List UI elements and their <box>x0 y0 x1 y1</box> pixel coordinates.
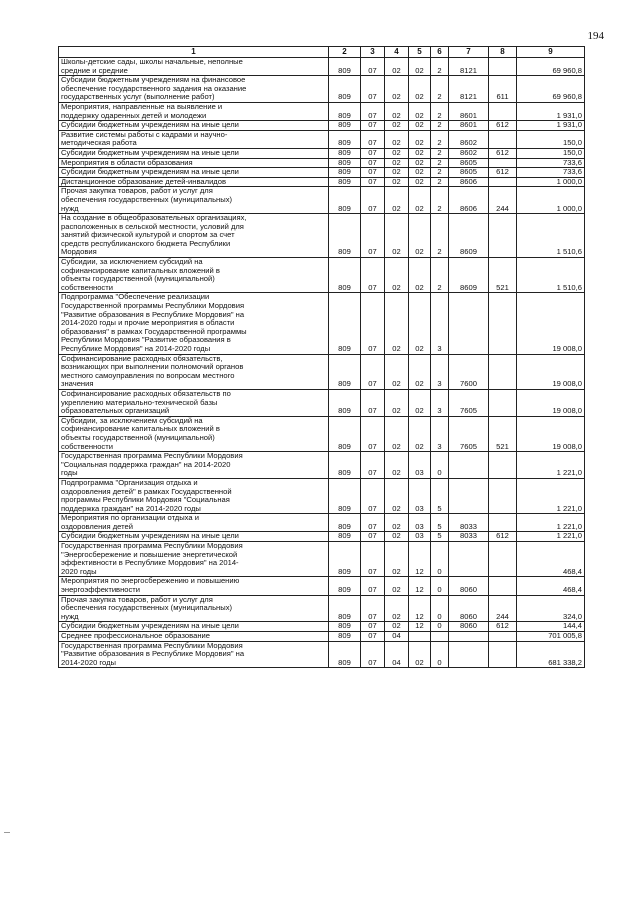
expense-type-cell: 244 <box>489 187 517 214</box>
target-code-cell: 7605 <box>449 416 489 451</box>
section-code-cell: 07 <box>361 532 385 542</box>
amount-cell: 733,6 <box>517 168 585 178</box>
expense-type-cell <box>489 542 517 577</box>
subsection-code-cell: 02 <box>385 130 409 148</box>
table-row <box>59 293 585 354</box>
amount-cell: 468,4 <box>517 577 585 595</box>
section-code-cell: 07 <box>361 214 385 258</box>
amount-cell: 1 000,0 <box>517 187 585 214</box>
section-code-cell: 07 <box>361 130 385 148</box>
subprogram-code-cell: 2 <box>431 76 449 103</box>
section-code-cell: 07 <box>361 595 385 622</box>
subsection-code-cell: 02 <box>385 478 409 513</box>
row-name-cell: Развитие системы работы с кадрами и научно- методическая работа <box>59 130 329 148</box>
expense-type-cell <box>489 452 517 479</box>
subsection-code-cell: 02 <box>385 168 409 178</box>
ministry-code-cell: 809 <box>329 641 361 668</box>
subprogram-code-cell: 5 <box>431 478 449 513</box>
expense-type-cell <box>489 102 517 120</box>
amount-cell: 1 221,0 <box>517 452 585 479</box>
ministry-code-cell: 809 <box>329 102 361 120</box>
program-code-cell: 12 <box>409 595 431 622</box>
section-code-cell: 07 <box>361 102 385 120</box>
row-name-cell: Дистанционное образование детей-инвалидов <box>59 177 329 187</box>
target-code-cell: 8033 <box>449 514 489 532</box>
subsection-code-cell: 02 <box>385 595 409 622</box>
target-code-cell: 8121 <box>449 58 489 76</box>
column-header: 4 <box>385 47 409 58</box>
section-code-cell: 07 <box>361 354 385 389</box>
subprogram-code-cell: 2 <box>431 214 449 258</box>
table-row <box>59 389 585 416</box>
amount-cell: 69 960,8 <box>517 76 585 103</box>
subprogram-code-cell: 2 <box>431 177 449 187</box>
subprogram-code-cell: 3 <box>431 293 449 354</box>
ministry-code-cell: 809 <box>329 452 361 479</box>
amount-cell: 19 008,0 <box>517 293 585 354</box>
amount-cell: 69 960,8 <box>517 58 585 76</box>
subprogram-code-cell: 2 <box>431 168 449 178</box>
program-code-cell: 02 <box>409 148 431 158</box>
subsection-code-cell: 02 <box>385 532 409 542</box>
row-name-cell: Субсидии, за исключением субсидий на софинансирование капитальных вложений в объекты государственной (муниципальной) собственности <box>59 416 329 451</box>
ministry-code-cell: 809 <box>329 168 361 178</box>
table-row <box>59 595 585 622</box>
table-row <box>59 641 585 668</box>
section-code-cell: 07 <box>361 177 385 187</box>
target-code-cell: 8609 <box>449 258 489 293</box>
subsection-code-cell: 02 <box>385 389 409 416</box>
table-row <box>59 478 585 513</box>
subsection-code-cell: 02 <box>385 76 409 103</box>
target-code-cell: 8602 <box>449 148 489 158</box>
program-code-cell: 02 <box>409 76 431 103</box>
table-row <box>59 632 585 642</box>
table-row <box>59 214 585 258</box>
program-code-cell: 03 <box>409 478 431 513</box>
program-code-cell: 02 <box>409 158 431 168</box>
target-code-cell: 8060 <box>449 595 489 622</box>
amount-cell: 144,4 <box>517 622 585 632</box>
subprogram-code-cell: 0 <box>431 622 449 632</box>
row-name-cell: Субсидии, за исключением субсидий на софинансирование капитальных вложений в объекты государственной (муниципальной) собственности <box>59 258 329 293</box>
table-row <box>59 452 585 479</box>
program-code-cell: 02 <box>409 389 431 416</box>
row-name-cell: Мероприятия по организации отдыха и оздоровления детей <box>59 514 329 532</box>
row-name-cell: Школы-детские сады, школы начальные, неполные средние и средние <box>59 58 329 76</box>
column-header: 1 <box>59 47 329 58</box>
program-code-cell: 02 <box>409 187 431 214</box>
program-code-cell: 12 <box>409 577 431 595</box>
row-name-cell: Государственная программа Республики Мордовия "Энергосбережение и повышение энергетической эффективности в Республике Мордовия" на 2014- 2020 годы <box>59 542 329 577</box>
table-body <box>59 58 585 668</box>
subprogram-code-cell: 5 <box>431 514 449 532</box>
subsection-code-cell: 04 <box>385 641 409 668</box>
section-code-cell: 07 <box>361 58 385 76</box>
column-header: 8 <box>489 47 517 58</box>
subprogram-code-cell: 2 <box>431 58 449 76</box>
amount-cell: 733,6 <box>517 158 585 168</box>
row-name-cell: Субсидии бюджетным учреждениям на финансовое обеспечение государственного задания на оказание государственных услуг (выполнение работ) <box>59 76 329 103</box>
amount-cell: 19 008,0 <box>517 354 585 389</box>
target-code-cell <box>449 632 489 642</box>
ministry-code-cell: 809 <box>329 258 361 293</box>
section-code-cell: 07 <box>361 168 385 178</box>
amount-cell: 1 510,6 <box>517 258 585 293</box>
subprogram-code-cell: 2 <box>431 258 449 293</box>
ministry-code-cell: 809 <box>329 76 361 103</box>
section-code-cell: 07 <box>361 641 385 668</box>
target-code-cell: 8060 <box>449 577 489 595</box>
table-row <box>59 514 585 532</box>
subsection-code-cell: 02 <box>385 214 409 258</box>
target-code-cell <box>449 452 489 479</box>
subprogram-code-cell: 0 <box>431 577 449 595</box>
amount-cell: 1 931,0 <box>517 102 585 120</box>
expense-type-cell <box>489 641 517 668</box>
ministry-code-cell: 809 <box>329 158 361 168</box>
ministry-code-cell: 809 <box>329 632 361 642</box>
ministry-code-cell: 809 <box>329 121 361 131</box>
amount-cell: 1 510,6 <box>517 214 585 258</box>
target-code-cell <box>449 293 489 354</box>
target-code-cell: 8605 <box>449 168 489 178</box>
column-header: 6 <box>431 47 449 58</box>
row-name-cell: Субсидии бюджетным учреждениям на иные цели <box>59 622 329 632</box>
subsection-code-cell: 02 <box>385 148 409 158</box>
row-name-cell: Прочая закупка товаров, работ и услуг для обеспечения государственных (муниципальных) нужд <box>59 187 329 214</box>
target-code-cell <box>449 542 489 577</box>
amount-cell: 150,0 <box>517 130 585 148</box>
target-code-cell: 8121 <box>449 76 489 103</box>
section-code-cell: 07 <box>361 542 385 577</box>
table-row <box>59 102 585 120</box>
amount-cell: 701 005,8 <box>517 632 585 642</box>
subprogram-code-cell: 5 <box>431 532 449 542</box>
ministry-code-cell: 809 <box>329 542 361 577</box>
subprogram-code-cell <box>431 632 449 642</box>
target-code-cell: 8602 <box>449 130 489 148</box>
expense-type-cell: 611 <box>489 76 517 103</box>
section-code-cell: 07 <box>361 514 385 532</box>
subsection-code-cell: 02 <box>385 102 409 120</box>
section-code-cell: 07 <box>361 293 385 354</box>
ministry-code-cell: 809 <box>329 148 361 158</box>
table-row <box>59 187 585 214</box>
table-row <box>59 76 585 103</box>
subprogram-code-cell: 2 <box>431 121 449 131</box>
program-code-cell: 03 <box>409 514 431 532</box>
section-code-cell: 07 <box>361 148 385 158</box>
target-code-cell: 8033 <box>449 532 489 542</box>
expense-type-cell <box>489 389 517 416</box>
table-row <box>59 168 585 178</box>
target-code-cell <box>449 478 489 513</box>
amount-cell: 1 000,0 <box>517 177 585 187</box>
subprogram-code-cell: 2 <box>431 187 449 214</box>
column-header: 2 <box>329 47 361 58</box>
ministry-code-cell: 809 <box>329 177 361 187</box>
subprogram-code-cell: 2 <box>431 148 449 158</box>
subprogram-code-cell: 3 <box>431 389 449 416</box>
program-code-cell: 02 <box>409 168 431 178</box>
subprogram-code-cell: 2 <box>431 158 449 168</box>
ministry-code-cell: 809 <box>329 532 361 542</box>
section-code-cell: 07 <box>361 452 385 479</box>
ministry-code-cell: 809 <box>329 416 361 451</box>
expense-type-cell <box>489 514 517 532</box>
program-code-cell: 12 <box>409 622 431 632</box>
amount-cell: 1 931,0 <box>517 121 585 131</box>
amount-cell: 150,0 <box>517 148 585 158</box>
expense-type-cell: 612 <box>489 121 517 131</box>
expense-type-cell <box>489 478 517 513</box>
ministry-code-cell: 809 <box>329 389 361 416</box>
program-code-cell: 03 <box>409 452 431 479</box>
program-code-cell: 02 <box>409 58 431 76</box>
column-header: 5 <box>409 47 431 58</box>
table-row <box>59 121 585 131</box>
row-name-cell: На создание в общеобразовательных организациях, расположенных в сельской местности, условий для занятий физической культурой и спортом за счет средств республиканского бюджета Республики Мордовия <box>59 214 329 258</box>
row-name-cell: Подпрограмма "Обеспечение реализации Государственной программы Республики Мордовия "Развитие образования в Республике Мордовия" на 2014-2020 годы и прочие мероприятия в области образования" в рамках Государственной программы Республики Мордовия "Развитие образования в Республике Мордовия" на 2014-2020 годы <box>59 293 329 354</box>
target-code-cell: 8601 <box>449 102 489 120</box>
target-code-cell: 8606 <box>449 187 489 214</box>
program-code-cell: 12 <box>409 542 431 577</box>
row-name-cell: Мероприятия в области образования <box>59 158 329 168</box>
ministry-code-cell: 809 <box>329 595 361 622</box>
program-code-cell: 02 <box>409 214 431 258</box>
subprogram-code-cell: 3 <box>431 416 449 451</box>
row-name-cell: Субсидии бюджетным учреждениям на иные цели <box>59 148 329 158</box>
program-code-cell: 02 <box>409 177 431 187</box>
amount-cell: 1 221,0 <box>517 514 585 532</box>
amount-cell: 1 221,0 <box>517 478 585 513</box>
subsection-code-cell: 02 <box>385 58 409 76</box>
table-row <box>59 258 585 293</box>
subsection-code-cell: 04 <box>385 632 409 642</box>
subsection-code-cell: 02 <box>385 187 409 214</box>
target-code-cell: 7600 <box>449 354 489 389</box>
column-header: 9 <box>517 47 585 58</box>
amount-cell: 681 338,2 <box>517 641 585 668</box>
program-code-cell: 03 <box>409 532 431 542</box>
row-name-cell: Государственная программа Республики Мордовия "Социальная поддержка граждан" на 2014-2020 годы <box>59 452 329 479</box>
table-row <box>59 542 585 577</box>
subprogram-code-cell: 3 <box>431 354 449 389</box>
subprogram-code-cell: 2 <box>431 102 449 120</box>
subprogram-code-cell: 0 <box>431 595 449 622</box>
expense-type-cell <box>489 632 517 642</box>
subsection-code-cell: 02 <box>385 542 409 577</box>
program-code-cell: 02 <box>409 354 431 389</box>
row-name-cell: Софинансирование расходных обязательств, возникающих при выполнении полномочий органов местного самоуправления по вопросам местного значения <box>59 354 329 389</box>
program-code-cell: 02 <box>409 121 431 131</box>
expense-type-cell <box>489 130 517 148</box>
amount-cell: 324,0 <box>517 595 585 622</box>
expense-type-cell: 612 <box>489 148 517 158</box>
subsection-code-cell: 02 <box>385 577 409 595</box>
subsection-code-cell: 02 <box>385 622 409 632</box>
row-name-cell: Софинансирование расходных обязательств по укреплению материально-технической базы образовательных организаций <box>59 389 329 416</box>
section-code-cell: 07 <box>361 121 385 131</box>
subsection-code-cell: 02 <box>385 416 409 451</box>
table-row <box>59 130 585 148</box>
amount-cell: 1 221,0 <box>517 532 585 542</box>
ministry-code-cell: 809 <box>329 293 361 354</box>
section-code-cell: 07 <box>361 389 385 416</box>
ministry-code-cell: 809 <box>329 130 361 148</box>
expense-type-cell <box>489 293 517 354</box>
section-code-cell: 07 <box>361 577 385 595</box>
subsection-code-cell: 02 <box>385 354 409 389</box>
table-row <box>59 148 585 158</box>
ministry-code-cell: 809 <box>329 622 361 632</box>
target-code-cell: 7605 <box>449 389 489 416</box>
target-code-cell <box>449 641 489 668</box>
program-code-cell: 02 <box>409 416 431 451</box>
expense-type-cell: 244 <box>489 595 517 622</box>
row-name-cell: Субсидии бюджетным учреждениям на иные цели <box>59 121 329 131</box>
column-header: 7 <box>449 47 489 58</box>
row-name-cell: Прочая закупка товаров, работ и услуг для обеспечения государственных (муниципальных) нужд <box>59 595 329 622</box>
budget-table <box>58 46 585 668</box>
row-name-cell: Мероприятия, направленные на выявление и поддержку одаренных детей и молодежи <box>59 102 329 120</box>
target-code-cell: 8605 <box>449 158 489 168</box>
ministry-code-cell: 809 <box>329 187 361 214</box>
expense-type-cell: 612 <box>489 532 517 542</box>
row-name-cell: Мероприятия по энергосбережению и повышению энергоэффективности <box>59 577 329 595</box>
section-code-cell: 07 <box>361 258 385 293</box>
table-row <box>59 577 585 595</box>
column-header: 3 <box>361 47 385 58</box>
program-code-cell: 02 <box>409 641 431 668</box>
row-name-cell: Государственная программа Республики Мордовия "Развитие образования в Республике Мордовия" на 2014-2020 годы <box>59 641 329 668</box>
expense-type-cell: 521 <box>489 416 517 451</box>
ministry-code-cell: 809 <box>329 58 361 76</box>
subprogram-code-cell: 2 <box>431 130 449 148</box>
ministry-code-cell: 809 <box>329 577 361 595</box>
subsection-code-cell: 02 <box>385 158 409 168</box>
header-row <box>59 47 585 58</box>
row-name-cell: Подпрограмма "Организация отдыха и оздоровления детей" в рамках Государственной программы Республики Мордовия "Социальная поддержка граждан" на 2014-2020 годы <box>59 478 329 513</box>
subsection-code-cell: 02 <box>385 293 409 354</box>
section-code-cell: 07 <box>361 76 385 103</box>
target-code-cell: 8060 <box>449 622 489 632</box>
section-code-cell: 07 <box>361 416 385 451</box>
expense-type-cell <box>489 177 517 187</box>
subsection-code-cell: 02 <box>385 121 409 131</box>
section-code-cell: 07 <box>361 478 385 513</box>
subprogram-code-cell: 0 <box>431 641 449 668</box>
subsection-code-cell: 02 <box>385 258 409 293</box>
subprogram-code-cell: 0 <box>431 452 449 479</box>
row-name-cell: Субсидии бюджетным учреждениям на иные цели <box>59 168 329 178</box>
section-code-cell: 07 <box>361 158 385 168</box>
ministry-code-cell: 809 <box>329 214 361 258</box>
section-code-cell: 07 <box>361 187 385 214</box>
table-row <box>59 354 585 389</box>
expense-type-cell: 612 <box>489 622 517 632</box>
ministry-code-cell: 809 <box>329 478 361 513</box>
amount-cell: 468,4 <box>517 542 585 577</box>
expense-type-cell: 521 <box>489 258 517 293</box>
table-row <box>59 416 585 451</box>
target-code-cell: 8609 <box>449 214 489 258</box>
expense-type-cell: 612 <box>489 168 517 178</box>
row-name-cell: Субсидии бюджетным учреждениям на иные цели <box>59 532 329 542</box>
program-code-cell: 02 <box>409 102 431 120</box>
table-row <box>59 58 585 76</box>
program-code-cell: 02 <box>409 293 431 354</box>
amount-cell: 19 008,0 <box>517 416 585 451</box>
amount-cell: 19 008,0 <box>517 389 585 416</box>
program-code-cell <box>409 632 431 642</box>
section-code-cell: 07 <box>361 622 385 632</box>
subsection-code-cell: 02 <box>385 177 409 187</box>
target-code-cell: 8606 <box>449 177 489 187</box>
margin-mark <box>4 832 10 833</box>
expense-type-cell <box>489 354 517 389</box>
row-name-cell: Среднее профессиональное образование <box>59 632 329 642</box>
page-number: 194 <box>587 30 604 42</box>
subsection-code-cell: 02 <box>385 452 409 479</box>
program-code-cell: 02 <box>409 130 431 148</box>
expense-type-cell <box>489 577 517 595</box>
ministry-code-cell: 809 <box>329 514 361 532</box>
expense-type-cell <box>489 214 517 258</box>
target-code-cell: 8601 <box>449 121 489 131</box>
subprogram-code-cell: 0 <box>431 542 449 577</box>
program-code-cell: 02 <box>409 258 431 293</box>
section-code-cell: 07 <box>361 632 385 642</box>
expense-type-cell <box>489 58 517 76</box>
subsection-code-cell: 02 <box>385 514 409 532</box>
ministry-code-cell: 809 <box>329 354 361 389</box>
